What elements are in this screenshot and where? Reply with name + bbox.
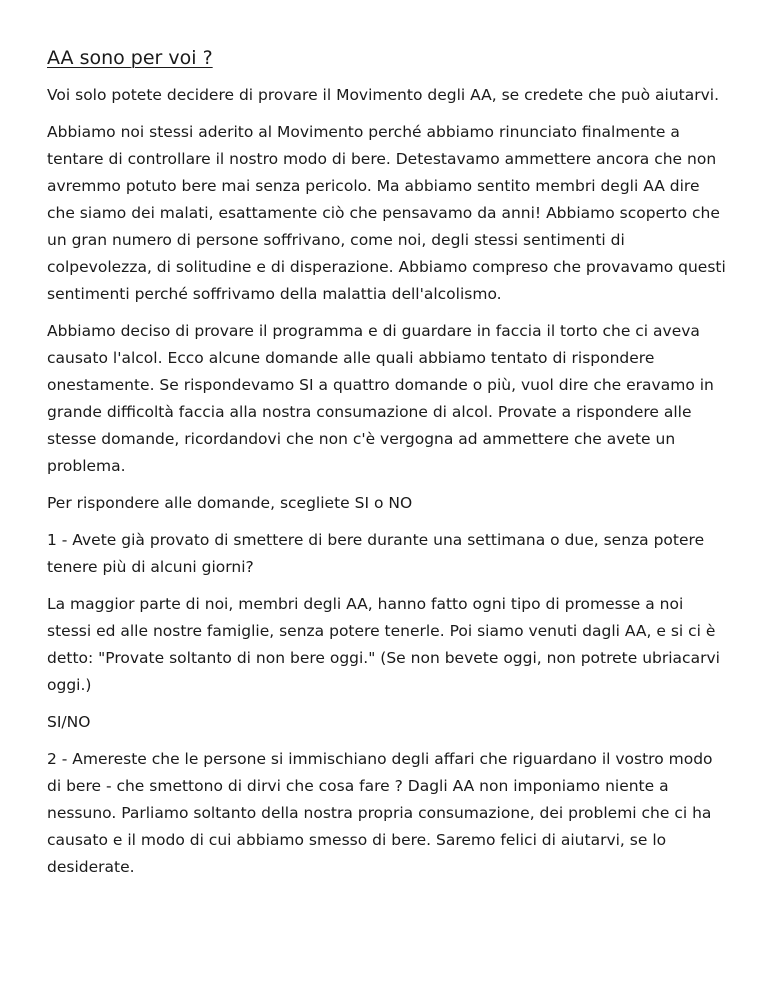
program-paragraph: Abbiamo deciso di provare il programma e di guardare in faccia il torto che ci aveva causato l'alcol. Ecco alcune domande alle quali abbiamo tentato di rispondere onestamente. Se rispondevamo SI a quattro domande o più, vuol dire che eravamo in grande difficoltà faccia alla nostra consumazione di alcol. Provate a rispondere alle stesse domande, ricordandovi che non c'è vergogna ad ammettere che avete un problema. (47, 322, 714, 475)
question-1-answer: SI/NO (47, 713, 91, 731)
question-2: 2 - Amereste che le persone si immischiano degli affari che riguardano il vostro modo di bere - che smettono di dirvi che cosa fare ? Dagli AA non imponiamo niente a nessuno. Parliamo soltanto della nostra propria consumazione, dei problemi che ci ha causato e il modo di cui abbiamo smesso di bere. Saremo felici di aiutarvi, se lo desiderate. (47, 750, 713, 876)
instructions-paragraph: Per rispondere alle domande, scegliete SI o NO (47, 494, 413, 512)
intro-paragraph: Voi solo potete decidere di provare il Movimento degli AA, se credete che può aiutarvi. (47, 86, 720, 104)
document-page (47, 44, 727, 891)
page-title: AA sono per voi ? (47, 47, 213, 69)
question-1-comment: La maggior parte di noi, membri degli AA, hanno fatto ogni tipo di promesse a noi stessi ed alle nostre famiglie, senza potere tenerle. Poi siamo venuti dagli AA, e si ci è detto: "Provate soltanto di non bere oggi." (Se non bevete oggi, non potrete ubriacarvi oggi.) (47, 595, 720, 694)
question-1: 1 - Avete già provato di smettere di bere durante una settimana o due, senza potere tenere più di alcuni giorni? (47, 531, 705, 576)
motivation-paragraph: Abbiamo noi stessi aderito al Movimento perché abbiamo rinunciato finalmente a tentare di controllare il nostro modo di bere. Detestavamo ammettere ancora che non avremmo potuto bere mai senza pericolo. Ma abbiamo sentito membri degli AA dire che siamo dei malati, esattamente ciò che pensavamo da anni! Abbiamo scoperto che un gran numero di persone soffrivano, come noi, degli stessi sentimenti di colpevolezza, di solitudine e di disperazione. Abbiamo compreso che provavamo questi sentimenti perché soffrivamo della malattia dell'alcolismo. (47, 123, 726, 303)
